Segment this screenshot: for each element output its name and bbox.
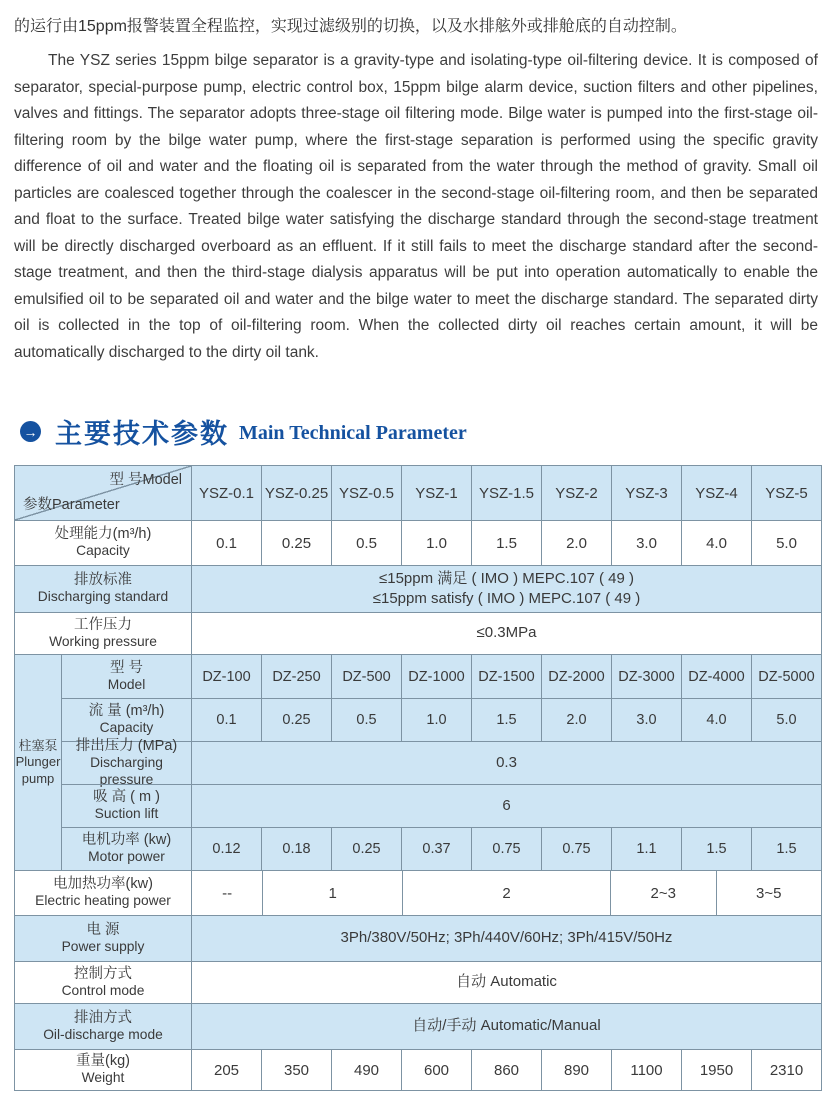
plunger-row-discharging-pressure <box>61 737 821 787</box>
row-label <box>61 699 191 741</box>
value-cell: 5.0 <box>751 699 821 741</box>
value-cell: 0.75 <box>471 828 541 870</box>
value-cell: DZ-4000 <box>681 655 751 698</box>
column-header: YSZ-3 <box>611 466 681 520</box>
row-label <box>61 828 191 870</box>
value-cell: 1.0 <box>401 521 471 565</box>
column-header: YSZ-5 <box>751 466 821 520</box>
table-row-capacity <box>15 520 821 565</box>
table-header-row <box>15 466 821 520</box>
value-cell: 860 <box>471 1050 541 1090</box>
plunger-row-capacity <box>61 698 821 741</box>
value-cell: 1 <box>262 871 402 915</box>
value-cell: 205 <box>191 1050 261 1090</box>
value-cell: 0.18 <box>261 828 331 870</box>
value-cell: DZ-1000 <box>401 655 471 698</box>
row-label-cn: 控制方式 <box>74 965 132 982</box>
value-cell: 1100 <box>611 1050 681 1090</box>
working-pressure-value: ≤0.3MPa <box>476 624 537 642</box>
value-cell: 0.37 <box>401 828 471 870</box>
row-label-cn: 排放标准 <box>74 572 132 589</box>
row-label-en: Capacity <box>99 720 154 736</box>
row-label-en: Suction lift <box>94 806 159 822</box>
merged-value-cell <box>191 1004 821 1049</box>
value-cell: 0.1 <box>191 699 261 741</box>
row-label-en: Electric heating power <box>35 893 171 909</box>
row-values <box>191 871 821 915</box>
value-cell: 5.0 <box>751 521 821 565</box>
row-label <box>15 566 191 612</box>
discharging-pressure-value: 0.3 <box>496 753 517 771</box>
value-cell: DZ-3000 <box>611 655 681 698</box>
value-cell: 350 <box>261 1050 331 1090</box>
merged-value-cell <box>191 742 821 784</box>
corner-parameter-label: 参数Parameter <box>23 496 120 513</box>
row-label <box>15 613 191 654</box>
row-label-en: Weight <box>81 1070 125 1086</box>
column-header: YSZ-0.25 <box>261 466 331 520</box>
value-cell: 2.0 <box>541 521 611 565</box>
value-cell: 2 <box>402 871 610 915</box>
value-cell: 2.0 <box>541 699 611 741</box>
row-label <box>15 962 191 1003</box>
value-cell: -- <box>191 871 262 915</box>
value-cell: 4.0 <box>681 699 751 741</box>
standard-line-en: ≤15ppm satisfy ( IMO ) MEPC.107 ( 49 ) <box>372 590 641 607</box>
value-cell: 1.0 <box>401 699 471 741</box>
row-label <box>61 737 191 787</box>
row-label-cn: 排出压力 (MPa) <box>75 737 178 754</box>
value-cell: 0.5 <box>331 699 401 741</box>
row-label-cn: 电 源 <box>86 921 120 938</box>
value-cell: DZ-500 <box>331 655 401 698</box>
column-header: YSZ-4 <box>681 466 751 520</box>
row-label-cn: 工作压力 <box>74 616 132 633</box>
value-cell: 0.25 <box>331 828 401 870</box>
row-label-en: Discharging standard <box>37 589 169 605</box>
row-values <box>191 655 821 698</box>
value-cell: 1.5 <box>471 699 541 741</box>
row-label-en: Motor power <box>88 849 165 865</box>
value-cell: 0.1 <box>191 521 261 565</box>
row-label-en: Capacity <box>76 543 130 559</box>
technical-parameter-table <box>14 465 822 1091</box>
value-cell: DZ-2000 <box>541 655 611 698</box>
header-cells <box>191 466 821 520</box>
table-row-control-mode <box>15 961 821 1003</box>
row-label-cn: 重量(kg) <box>76 1053 130 1070</box>
plunger-pump-group-label <box>15 655 61 870</box>
row-label-cn: 排油方式 <box>74 1009 132 1026</box>
value-cell: 2~3 <box>610 871 716 915</box>
value-cell: 4.0 <box>681 521 751 565</box>
merged-value-cell <box>191 566 821 612</box>
value-cell: 1.5 <box>751 828 821 870</box>
circle-arrow-right-icon: → <box>20 421 41 442</box>
power-supply-value: 3Ph/380V/50Hz; 3Ph/440V/60Hz; 3Ph/415V/50Hz <box>340 929 673 947</box>
value-cell: 1950 <box>681 1050 751 1090</box>
value-cell: 1.5 <box>471 521 541 565</box>
row-values <box>191 828 821 870</box>
row-label-cn: 流 量 (m³/h) <box>88 703 165 720</box>
table-row-working-pressure <box>15 612 821 654</box>
value-cell: 0.5 <box>331 521 401 565</box>
value-cell: 890 <box>541 1050 611 1090</box>
value-cell: DZ-250 <box>261 655 331 698</box>
group-label-en: pump <box>21 770 55 786</box>
value-cell: 490 <box>331 1050 401 1090</box>
value-cell: 3~5 <box>716 871 822 915</box>
corner-model-label: 型 号Model <box>109 472 182 488</box>
value-cell: 1.5 <box>681 828 751 870</box>
row-values <box>191 699 821 741</box>
plunger-row-motor-power <box>61 827 821 870</box>
oil-discharge-mode-value: 自动/手动 Automatic/Manual <box>412 1017 601 1035</box>
table-row-electric-heating-power <box>15 870 821 915</box>
merged-value-cell <box>191 962 821 1003</box>
row-values <box>191 521 821 565</box>
section-title-en: Main Technical Parameter <box>239 422 467 444</box>
value-cell: 3.0 <box>611 521 681 565</box>
group-label-cn: 柱塞泵 <box>18 738 58 754</box>
column-header: YSZ-0.1 <box>191 466 261 520</box>
row-label <box>61 655 191 698</box>
row-label <box>15 1050 191 1090</box>
value-cell: 0.12 <box>191 828 261 870</box>
table-row-oil-discharge-mode <box>15 1003 821 1049</box>
plunger-row-suction-lift <box>61 784 821 827</box>
row-label-en: Discharging pressure <box>90 755 163 787</box>
column-header: YSZ-0.5 <box>331 466 401 520</box>
column-header: YSZ-1.5 <box>471 466 541 520</box>
row-label-cn: 处理能力(m³/h) <box>54 526 152 543</box>
value-cell: DZ-1500 <box>471 655 541 698</box>
value-cell: 0.75 <box>541 828 611 870</box>
table-row-weight <box>15 1049 821 1090</box>
row-label-cn: 吸 高 ( m ) <box>93 789 160 806</box>
value-cell: 3.0 <box>611 699 681 741</box>
plunger-pump-rows <box>61 655 821 870</box>
value-cell: 600 <box>401 1050 471 1090</box>
standard-line-cn: ≤15ppm 满足 ( IMO ) MEPC.107 ( 49 ) <box>379 569 634 587</box>
column-header: YSZ-2 <box>541 466 611 520</box>
row-label-en: Oil-discharge mode <box>43 1026 163 1042</box>
row-label <box>15 916 191 961</box>
value-cell: DZ-100 <box>191 655 261 698</box>
plunger-row-model <box>61 655 821 698</box>
row-label-en: Control mode <box>61 982 145 998</box>
row-label-en: Model <box>107 676 146 692</box>
row-label <box>61 785 191 827</box>
row-label-en: Power supply <box>61 938 145 954</box>
section-title-cn: 主要技术参数 <box>55 419 229 449</box>
suction-lift-value: 6 <box>502 796 511 814</box>
value-cell: DZ-5000 <box>751 655 821 698</box>
row-label-cn: 电加热功率(kw) <box>53 876 153 893</box>
section-header <box>20 412 818 451</box>
value-cell: 0.25 <box>261 699 331 741</box>
row-label <box>15 871 191 915</box>
row-label <box>15 1004 191 1049</box>
group-label-en: Plunger <box>15 754 61 770</box>
row-values <box>191 1050 821 1090</box>
row-label-cn: 型 号 <box>109 659 144 676</box>
plunger-pump-block <box>15 654 821 870</box>
row-label-en: Working pressure <box>49 633 157 649</box>
corner-cell <box>15 466 191 520</box>
row-label-cn: 电机功率 (kw) <box>81 832 172 849</box>
row-label <box>15 521 191 565</box>
merged-value-cell <box>191 785 821 827</box>
merged-value-cell <box>191 916 821 961</box>
table-row-power-supply <box>15 915 821 961</box>
value-cell: 0.25 <box>261 521 331 565</box>
column-header: YSZ-1 <box>401 466 471 520</box>
merged-value-cell <box>191 613 821 654</box>
intro-paragraph-cn: 的运行由15ppm报警装置全程监控，实现过滤级别的切换，以及水排舷外或排舱底的自动控制。 <box>14 18 687 35</box>
value-cell: 2310 <box>751 1050 821 1090</box>
intro-paragraph-en: The YSZ series 15ppm bilge separator is a gravity-type and isolating-type oil-filtering device. It is composed of separator, special-purpose pump, electric control box, 15ppm bilge alarm device, suction filters and other pipelines, valves and fittings. The separator adopts three-stage oil filtering mode. Bilge water is pumped into the first-stage oil-filtering room by the bilge water pump, where the first-stage separation is performed using the specific gravity difference of oil and water and the floating oil is separated from the water through the method of gravity. Small oil particles are coalesced together through the coalescer in the second-stage oil-filtering room, and then be separated and float to the surface. Treated bilge water satisfying the discharge standard through the second-stage treatment will be directly discharged overboard as an effluent. If it still fails to meet the discharge standard after the second-stage treatment, and then the third-stage dialysis apparatus will be put into operation automatically to enable the emulsified oil to be separated oil and water and the bilge water to meet the discharge standard. The separated dirty oil is collected in the top of oil-filtering room. When the collected dirty oil reaches certain amount, it will be automatically discharged to the dirty oil tank. <box>14 52 818 361</box>
table-row-discharging-standard <box>15 565 821 612</box>
control-mode-value: 自动 Automatic <box>456 973 557 991</box>
value-cell: 1.1 <box>611 828 681 870</box>
